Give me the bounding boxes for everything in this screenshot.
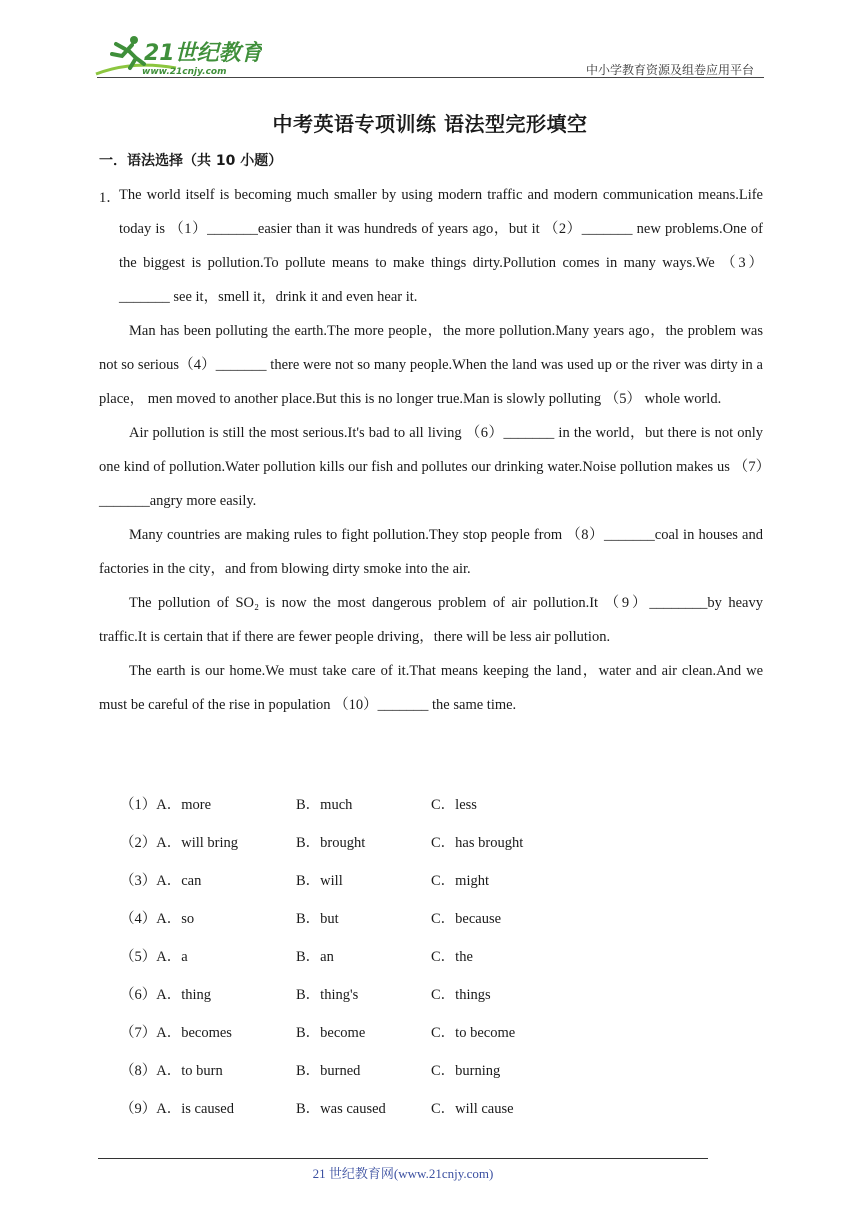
question-number: 1． bbox=[99, 190, 121, 206]
section-heading: 一．语法选择（共 10 小题） bbox=[99, 153, 283, 169]
option-row bbox=[120, 1092, 620, 1130]
passage bbox=[99, 178, 763, 722]
passage-paragraph: The earth is our home.We must take care of it.That means keeping the land，water and air clean.And we must be careful of the rise in population （10）_______ the same time. bbox=[99, 663, 763, 713]
option-a[interactable]: （6）A．thing bbox=[120, 987, 212, 1003]
logo-url-text: www.21cnjy.com bbox=[142, 67, 227, 77]
footer-link[interactable]: 21 世纪教育网(www.21cnjy.com) bbox=[312, 1166, 494, 1181]
option-a[interactable]: （4）A．so bbox=[120, 911, 195, 927]
option-b[interactable]: B．become bbox=[296, 1025, 366, 1041]
option-b[interactable]: B．much bbox=[296, 797, 353, 813]
option-b[interactable]: B．but bbox=[296, 911, 339, 927]
option-a[interactable]: （1）A．more bbox=[120, 797, 212, 813]
option-a[interactable]: （7）A．becomes bbox=[120, 1025, 232, 1041]
option-c[interactable]: C．to become bbox=[431, 1025, 516, 1041]
answer-options bbox=[120, 788, 620, 1130]
passage-paragraph: The world itself is becoming much smaller by using modern traffic and modern communication means.Life today is （1）_______easier than it was hundreds of years ago，but it （2）_______ new problems.One of the biggest is pollution.To pollute means to make things dirty.Pollution comes in many ways.We （3）_______ see it，smell it，drink it and even hear it. bbox=[119, 187, 763, 305]
option-b[interactable]: B．was caused bbox=[296, 1101, 386, 1117]
option-row bbox=[120, 1054, 620, 1092]
passage-paragraph: Air pollution is still the most serious.It's bad to all living （6）_______ in the world，but there is not only one kind of pollution.Water pollution kills our fish and pollutes our drinking water.Noise pollution makes us （7）_______angry more easily. bbox=[99, 425, 763, 509]
logo-text: 21世纪教育 bbox=[144, 41, 262, 66]
option-row bbox=[120, 978, 620, 1016]
footer-divider bbox=[98, 1158, 708, 1159]
option-a[interactable]: （3）A．can bbox=[120, 873, 202, 889]
option-row bbox=[120, 826, 620, 864]
option-c[interactable]: C．less bbox=[431, 797, 477, 813]
option-c[interactable]: C．has brought bbox=[431, 835, 524, 851]
option-c[interactable]: C．burning bbox=[431, 1063, 501, 1079]
header-divider bbox=[97, 77, 764, 78]
page-title: 中考英语专项训练 语法型完形填空 bbox=[272, 112, 588, 136]
option-b[interactable]: B．an bbox=[296, 949, 334, 965]
option-b[interactable]: B．will bbox=[296, 873, 343, 889]
option-c[interactable]: C．might bbox=[431, 873, 490, 889]
passage-paragraph: The pollution of SO₂ is now the most dangerous problem of air pollution.It （9）________by heavy traffic.It is certain that if there are fewer people driving，there will be less air pollution. bbox=[99, 595, 763, 645]
option-row bbox=[120, 902, 620, 940]
option-b[interactable]: B．thing's bbox=[296, 987, 359, 1003]
option-a[interactable]: （5）A．a bbox=[120, 949, 188, 965]
logo bbox=[92, 34, 262, 78]
option-c[interactable]: C．because bbox=[431, 911, 502, 927]
option-a[interactable]: （8）A．to burn bbox=[120, 1063, 223, 1079]
option-c[interactable]: C．will cause bbox=[431, 1101, 514, 1117]
header-tagline: 中小学教育资源及组卷应用平台 bbox=[585, 63, 754, 77]
option-a[interactable]: （9）A．is caused bbox=[120, 1101, 234, 1117]
option-row bbox=[120, 864, 620, 902]
option-b[interactable]: B．brought bbox=[296, 835, 366, 851]
option-c[interactable]: C．things bbox=[431, 987, 491, 1003]
option-row bbox=[120, 940, 620, 978]
passage-paragraph: Man has been polluting the earth.The more people，the more pollution.Many years ago，the problem was not so serious（4）_______ there were not so many people.When the land was used up or the river was dirty in a place， men moved to another place.But this is no longer true.Man is slowly polluting （5） whole world. bbox=[99, 323, 763, 407]
passage-paragraph: Many countries are making rules to fight pollution.They stop people from （8）_______coal in houses and factories in the city，and from blowing dirty smoke into the air. bbox=[99, 527, 763, 577]
runner-logo-icon bbox=[92, 34, 262, 78]
option-c[interactable]: C．the bbox=[431, 949, 473, 965]
option-row bbox=[120, 1016, 620, 1054]
option-b[interactable]: B．burned bbox=[296, 1063, 361, 1079]
option-row bbox=[120, 788, 620, 826]
option-a[interactable]: （2）A．will bring bbox=[120, 835, 239, 851]
